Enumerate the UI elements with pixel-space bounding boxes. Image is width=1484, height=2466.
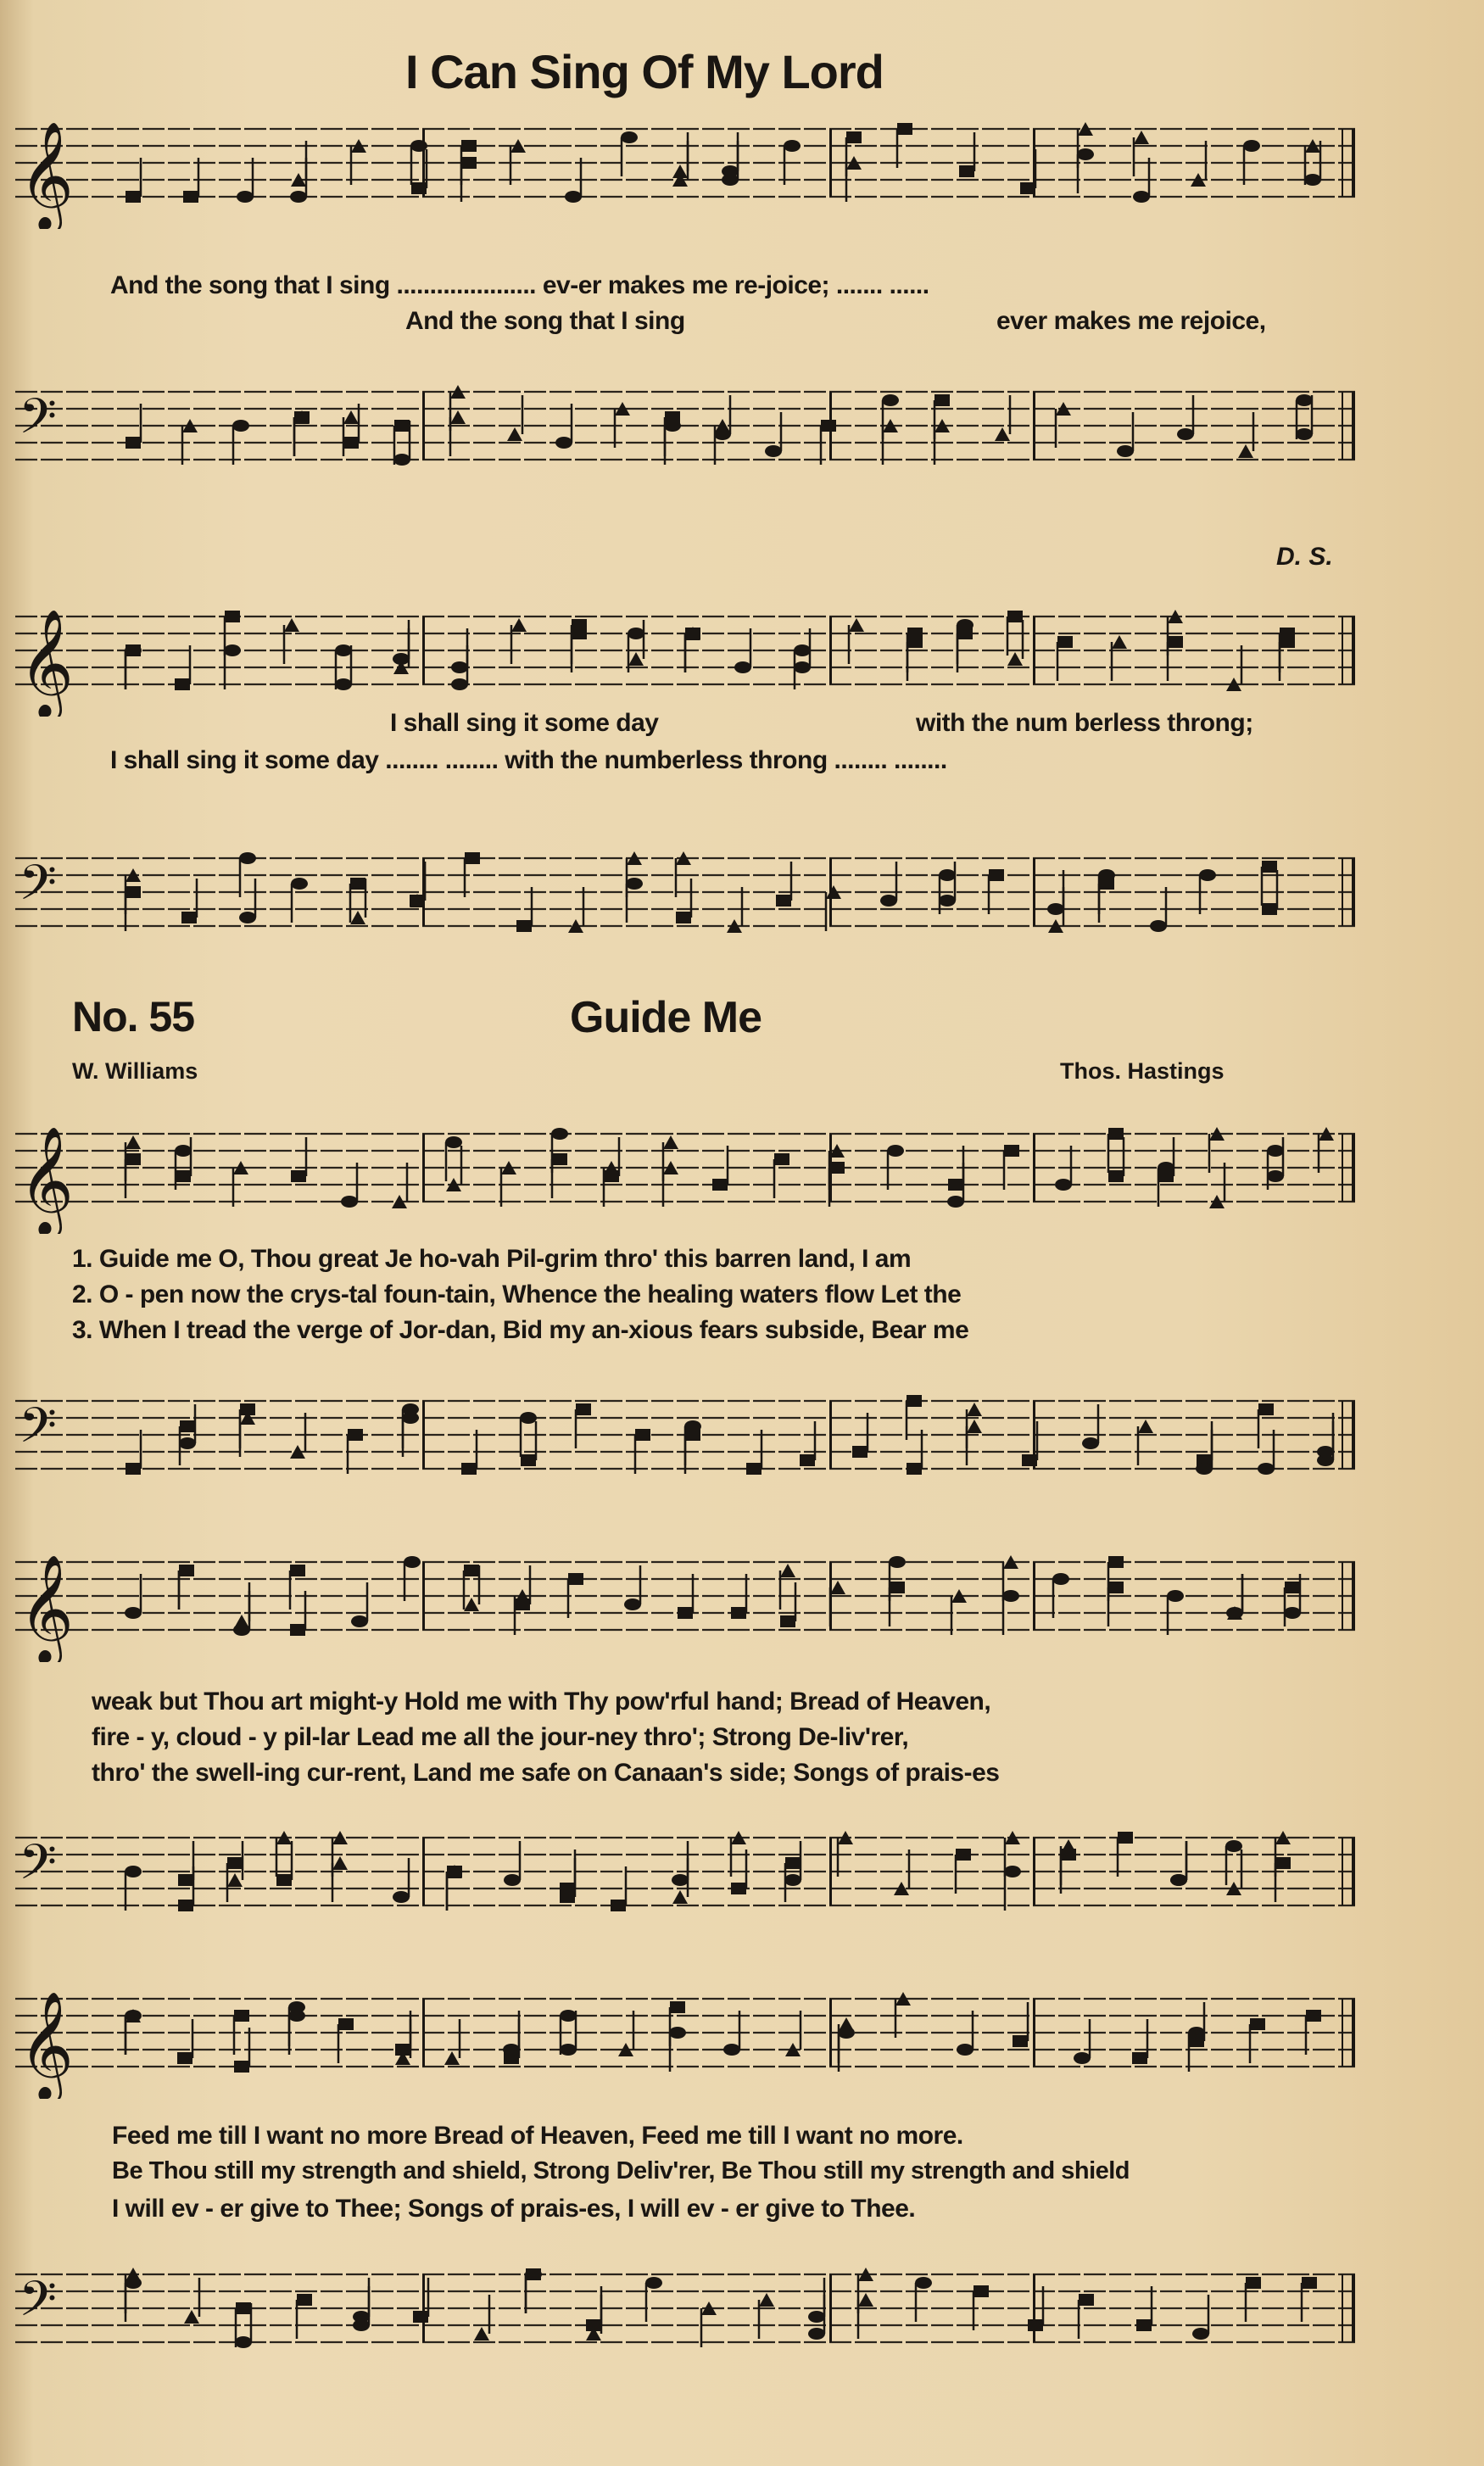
hymn1-staff-1-treble: [15, 110, 1355, 229]
hymn2-words-by: W. Williams: [72, 1058, 198, 1084]
hymn2-title: Guide Me: [570, 993, 762, 1042]
hymn1-staff-1-bass: [15, 373, 1355, 492]
hymn2-verse-line-1b: weak but Thou art might-y Hold me with Thy pow'rful hand; Bread of Heaven,: [92, 1688, 991, 1716]
hymn2-verse-line-3a: 3. When I tread the verge of Jor-dan, Bid my an-xious fears subside, Bear me: [72, 1316, 969, 1344]
svg-text:𝄞: 𝄞: [19, 1125, 75, 1234]
hymn1-staff-2-treble: [15, 598, 1355, 717]
hymn2-verse-line-3c: I will ev - er give to Thee; Songs of prais-es, I will ev - er give to Thee.: [112, 2195, 916, 2223]
svg-text:𝄞: 𝄞: [19, 1554, 75, 1662]
svg-text:𝄞: 𝄞: [19, 120, 75, 229]
hymn2-verse-line-1a: 1. Guide me O, Thou great Je ho-vah Pil-grim thro' this barren land, I am: [72, 1245, 912, 1273]
hymn1-title: I Can Sing Of My Lord: [405, 45, 884, 98]
svg-text:𝄢: 𝄢: [19, 1833, 58, 1903]
hymn2-staff-2-bass: [15, 1819, 1355, 1938]
hymn2-verse-line-1c: Feed me till I want no more Bread of Heaven, Feed me till I want no more.: [112, 2122, 963, 2150]
hymn1-lyric-line4: I shall sing it some day ........ ........ with the numberless throng ........ ........: [110, 746, 947, 774]
hymn2-music-by: Thos. Hastings: [1060, 1058, 1225, 1084]
hymn2-number: No. 55: [72, 993, 195, 1041]
hymn1-lyric-line3b: with the num berless throng;: [916, 709, 1253, 737]
hymn1-lyric-line2: And the song that I sing: [405, 307, 685, 335]
hymn2-verse-line-3b: thro' the swell-ing cur-rent, Land me safe on Canaan's side; Songs of prais-es: [92, 1759, 1000, 1787]
hymn2-verse-line-2b: fire - y, cloud - y pil-lar Lead me all the jour-ney thro'; Strong De-liv'rer,: [92, 1723, 909, 1751]
svg-text:𝄢: 𝄢: [19, 854, 58, 923]
svg-text:𝄢: 𝄢: [19, 2270, 58, 2340]
hymn1-staff-2-bass: [15, 840, 1355, 958]
hymn1-lyric-line3a: I shall sing it some day: [390, 709, 659, 737]
hymn2-staff-1-bass: [15, 1382, 1355, 1501]
svg-text:𝄢: 𝄢: [19, 388, 58, 457]
hymn2-staff-1-treble: [15, 1115, 1355, 1234]
hymn1-lyric-line2b: ever makes me rejoice,: [996, 307, 1266, 335]
hymn2-verse-line-2c: Be Thou still my strength and shield, Strong Deliv'rer, Be Thou still my strength and shield: [112, 2157, 1130, 2184]
hymn2-verse-line-2a: 2. O - pen now the crys-tal foun-tain, Whence the healing waters flow Let the: [72, 1280, 962, 1308]
hymn1-ds-mark: D. S.: [1276, 543, 1333, 571]
hymn1-lyric-line1: And the song that I sing ..................... ev-er makes me re-joice; ....... ......: [110, 271, 929, 299]
hymn2-staff-3-bass: [15, 2256, 1355, 2374]
hymn2-staff-3-treble: [15, 1980, 1355, 2099]
svg-text:𝄢: 𝄢: [19, 1397, 58, 1466]
svg-text:𝄞: 𝄞: [19, 1990, 75, 2099]
svg-text:𝄞: 𝄞: [19, 608, 75, 717]
hymn2-staff-2-treble: [15, 1543, 1355, 1662]
